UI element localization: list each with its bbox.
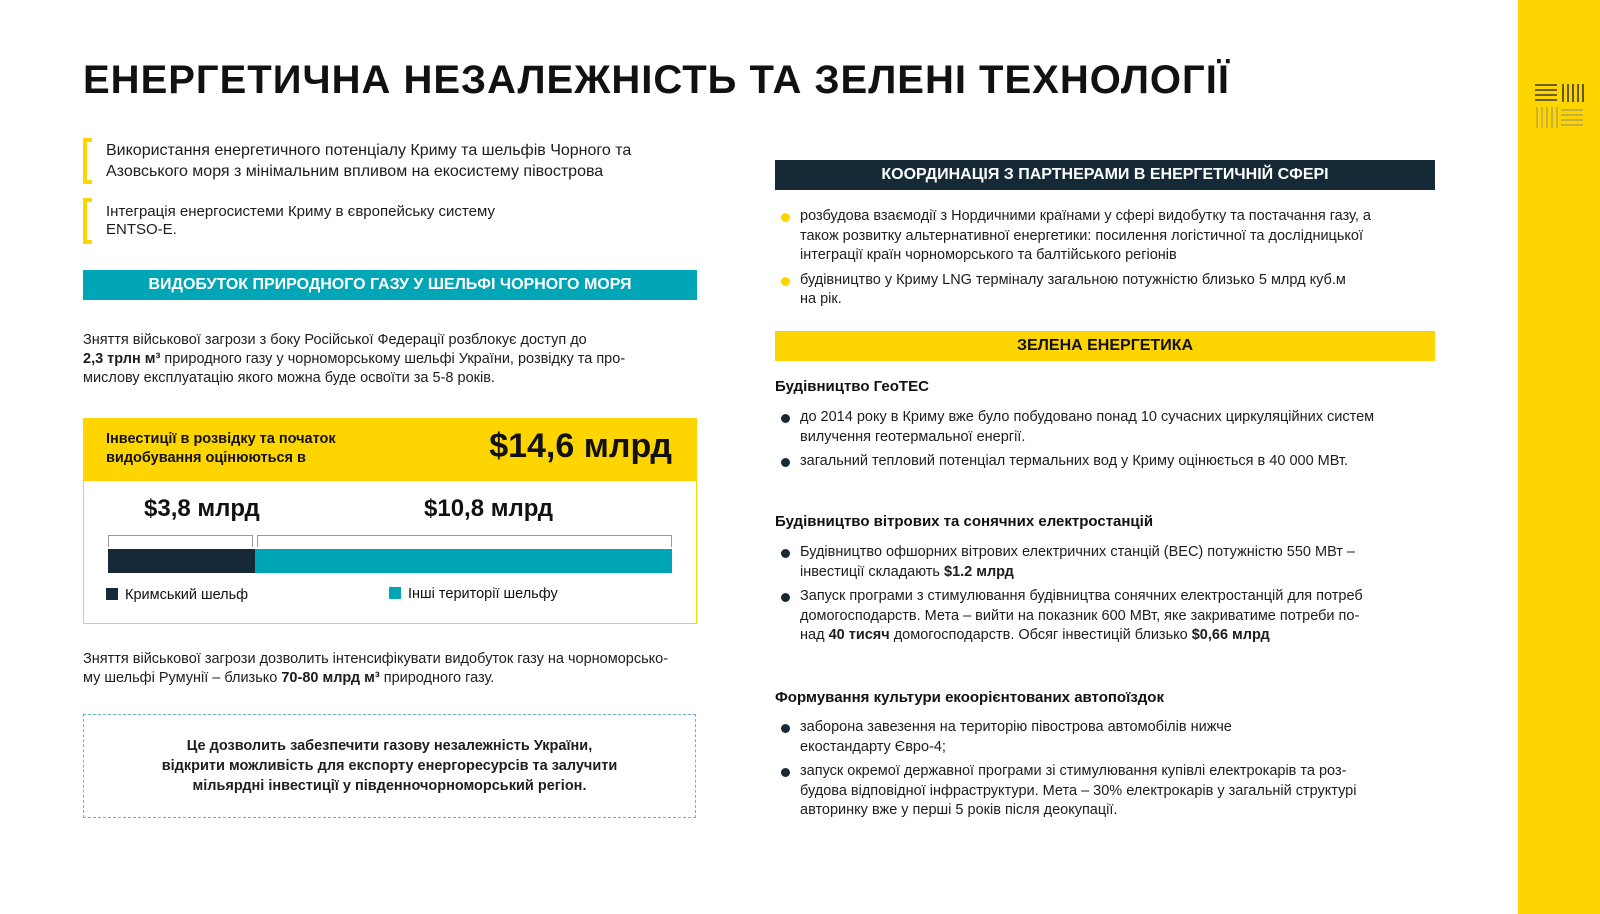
bullet-icon	[781, 458, 790, 467]
segment-value-label: $10,8 млрд	[424, 495, 554, 522]
text-line: відкрити можливість для експорту енергоресурсів та залучити	[161, 758, 618, 774]
text-line	[83, 350, 703, 369]
investment-total: $14,6 млрд	[489, 427, 672, 465]
bullet-icon	[781, 549, 790, 558]
text-span: над	[800, 627, 829, 643]
text-line: інтеграції країн чорноморського та балтійського регіонів	[800, 247, 1177, 263]
intro-line: Використання енергетичного потенціалу Криму та шельфів Чорного та	[106, 142, 632, 159]
text-line: Інвестиції в розвідку та початок	[106, 431, 336, 447]
list-item	[775, 718, 1455, 757]
list-item	[775, 207, 1455, 266]
text-line: загальний тепловий потенціал термальних вод у Криму оцінюється в 40 000 МВт.	[800, 453, 1348, 469]
gas-section-header: ВИДОБУТОК ПРИРОДНОГО ГАЗУ У ШЕЛЬФІ ЧОРНОГО МОРЯ	[83, 270, 697, 300]
text-line: видобування оцінюються в	[106, 450, 306, 466]
text-line: на рік.	[800, 291, 842, 307]
bullet-icon	[781, 593, 790, 602]
text-line: заборона завезення на територію півострова автомобілів нижче	[800, 719, 1232, 735]
text-line	[800, 626, 1455, 646]
text-line: домогосподарств. Мета – вийти на показник 600 МВт, яке закриватиме потреби по-	[800, 607, 1360, 624]
text-line: будівництво у Криму LNG терміналу загальною потужністю близько 5 млрд куб.м	[800, 271, 1346, 288]
intro-line: Азовського моря з мінімальним впливом на екосистему півострова	[106, 163, 604, 180]
sidebar-stripe	[1518, 0, 1600, 914]
conclusion-box	[83, 714, 696, 818]
legend-label: Кримський шельф	[125, 587, 249, 603]
wind-solar-list	[775, 543, 1455, 651]
segment-bracket	[257, 535, 672, 547]
segment-bracket	[108, 535, 253, 547]
highlight-value: 70-80 млрд м³	[281, 670, 380, 686]
intro-item	[106, 203, 495, 239]
wind-solar-heading: Будівництво вітрових та сонячних електростанцій	[775, 513, 1154, 530]
eco-transport-list	[775, 718, 1455, 826]
text-line: Запуск програми з стимулювання будівництва сонячних електростанцій для потреб	[800, 588, 1363, 604]
list-item	[775, 452, 1455, 472]
geotes-heading: Будівництво ГеоТЕС	[775, 378, 929, 395]
intro-line: ENTSO-E.	[106, 221, 177, 238]
page-title: ЕНЕРГЕТИЧНА НЕЗАЛЕЖНІСТЬ ТА ЗЕЛЕНІ ТЕХНОЛОГІЇ	[83, 58, 1230, 102]
list-item	[775, 762, 1455, 821]
text-line: екостандарту Євро-4;	[800, 738, 946, 755]
investment-header	[84, 419, 696, 481]
text-line: також розвитку альтернативної енергетики: посилення логістичної та дослідницької	[800, 227, 1364, 244]
legend-item-crimea	[106, 587, 248, 603]
text-line: запуск окремої державної програми зі стимулювання купівлі електрокарів та роз-	[800, 763, 1347, 779]
bar-segment	[108, 549, 255, 573]
legend-swatch	[106, 588, 118, 600]
text-line: авторинку вже у перші 5 років після деокупації.	[800, 802, 1118, 818]
highlight-value: 2,3 трлн м³	[83, 351, 161, 367]
list-item	[775, 271, 1455, 310]
bracket-icon	[83, 198, 92, 244]
text-line	[83, 669, 703, 688]
legend-swatch	[389, 587, 401, 599]
green-energy-section-header: ЗЕЛЕНА ЕНЕРГЕТИКА	[775, 331, 1435, 361]
text-span: домогосподарств. Обсяг інвестицій близько	[889, 627, 1192, 643]
coordination-list	[775, 207, 1455, 315]
text-line: будова відповідної інфраструктури. Мета – 30% електрокарів у загальній структурі	[800, 782, 1357, 799]
text-line: Будівництво офшорних вітрових електричних станцій (ВЕС) потужністю 550 МВт –	[800, 544, 1356, 560]
intro-line: Інтеграція енергосистеми Криму в європейську систему	[106, 203, 495, 220]
highlight-value: $0,66 млрд	[1191, 627, 1270, 643]
intro-item	[106, 140, 631, 182]
text-line: Це дозволить забезпечити газову незалежність України,	[186, 738, 593, 754]
coordination-section-header: КООРДИНАЦІЯ З ПАРТНЕРАМИ В ЕНЕРГЕТИЧНІЙ СФЕРІ	[775, 160, 1435, 190]
bullet-icon	[781, 213, 790, 222]
text-line: до 2014 року в Криму вже було побудовано понад 10 сучасних циркуляційних систем	[800, 409, 1375, 425]
bullet-icon	[781, 277, 790, 286]
list-item	[775, 543, 1455, 582]
list-item	[775, 408, 1455, 447]
stacked-bar	[108, 535, 672, 575]
legend-item-other	[389, 586, 558, 602]
bracket-icon	[83, 138, 92, 184]
list-item	[775, 587, 1455, 646]
eco-transport-heading: Формування культури екоорієнтованих автопоїздок	[775, 689, 1164, 706]
text-span: природного газу у чорноморському шельфі України, розвідку та про-	[160, 351, 626, 367]
text-line: мільярдні інвестиції у південночорноморський регіон.	[192, 778, 587, 794]
gas-paragraph	[83, 331, 703, 388]
legend-label: Інші території шельфу	[408, 586, 558, 602]
text-line: мислову експлуатацію якого можна буде освоїти за 5-8 років.	[83, 370, 495, 386]
segment-value-label: $3,8 млрд	[144, 495, 260, 522]
text-span: му шельфі Румунії – близько	[83, 670, 282, 686]
text-line: вилучення геотермальної енергії.	[800, 428, 1026, 445]
bar-segment	[255, 549, 672, 573]
geotes-list	[775, 408, 1455, 477]
investment-label	[106, 430, 336, 468]
text-line	[800, 563, 1455, 583]
text-line: Зняття військової загрози дозволить інтенсифікувати видобуток газу на чорноморсько-	[83, 651, 669, 667]
highlight-value: 40 тисяч	[828, 627, 890, 643]
bullet-icon	[781, 768, 790, 777]
bullet-icon	[781, 414, 790, 423]
bullet-icon	[781, 724, 790, 733]
text-span: інвестиції складають	[800, 563, 944, 580]
highlight-value: $1.2 млрд	[944, 563, 1014, 580]
text-line: Зняття військової загрози з боку Російської Федерації розблокує доступ до	[83, 332, 587, 348]
romania-paragraph	[83, 650, 703, 688]
investment-chart	[83, 418, 697, 624]
text-span: природного газу.	[379, 670, 495, 686]
logo-icon	[1533, 82, 1585, 130]
text-line: розбудова взаємодії з Нордичними країнами у сфері видобутку та постачання газу, а	[800, 208, 1371, 224]
